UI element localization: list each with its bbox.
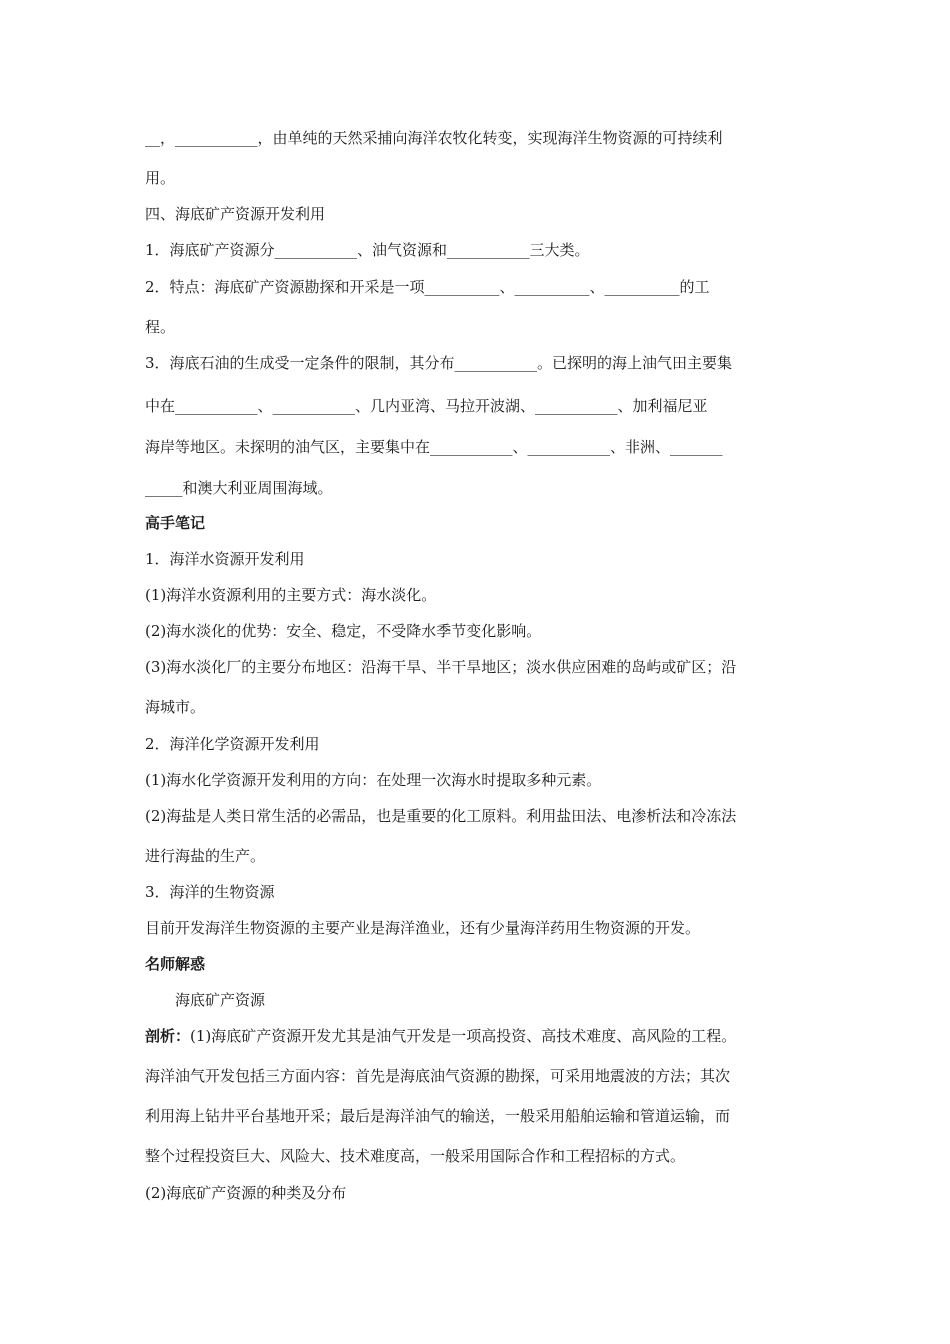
text-line: 3．海洋的生物资源: [145, 883, 275, 901]
text-line: 2．特点：海底矿产资源勘探和开采是一项__________、__________、__________的工: [145, 278, 710, 296]
text-line: 海岸等地区。未探明的油气区，主要集中在___________、___________、非洲、_______: [145, 438, 723, 456]
text-line: 海城市。: [145, 698, 206, 716]
explain-heading: 名师解惑: [145, 955, 206, 973]
text-line: (1)海水化学资源开发利用的方向：在处理一次海水时提取多种元素。: [145, 771, 602, 789]
text-line: 整个过程投资巨大、风险大、技术难度高，一般采用国际合作和工程招标的方式。: [145, 1147, 686, 1165]
text-line: 用。: [145, 169, 176, 187]
text-line: 2．海洋化学资源开发利用: [145, 735, 320, 753]
section-heading: 四、海底矿产资源开发利用: [145, 205, 326, 223]
text-line: 3．海底石油的生成受一定条件的限制，其分布___________。已探明的海上油气田主要集: [145, 354, 733, 372]
text-line: 1．海底矿产资源分___________、油气资源和___________三大类。: [145, 241, 590, 259]
analysis-text: (1)海底矿产资源开发尤其是油气开发是一项高投资、高技术难度、高风险的工程。: [190, 1027, 737, 1045]
text-line: __，___________，由单纯的天然采捕向海洋农牧化转变，实现海洋生物资源的可持续利: [145, 129, 723, 147]
text-line: (3)海水淡化厂的主要分布地区：沿海干旱、半干旱地区；淡水供应困难的岛屿或矿区；沿: [145, 658, 737, 676]
text-line: (2)海底矿产资源的种类及分布: [145, 1184, 347, 1202]
text-line: 中在___________、___________、几内亚湾、马拉开波湖、___________、加利福尼亚: [145, 397, 708, 415]
analysis-label: 剖析：: [145, 1027, 191, 1045]
text-line: 程。: [145, 318, 176, 336]
text-line: 海洋油气开发包括三方面内容：首先是海底油气资源的勘探，可采用地震波的方法；其次: [145, 1067, 731, 1085]
text-line: (1)海洋水资源利用的主要方式：海水淡化。: [145, 586, 437, 604]
text-line: _____和澳大利亚周围海域。: [145, 479, 333, 497]
text-line: 目前开发海洋生物资源的主要产业是海洋渔业，还有少量海洋药用生物资源的开发。: [145, 919, 701, 937]
analysis-line: [145, 1026, 807, 1046]
text-line: 利用海上钻井平台基地开采；最后是海洋油气的输送，一般采用船舶运输和管道运输，而: [145, 1107, 731, 1125]
text-line: (2)海盐是人类日常生活的必需品，也是重要的化工原料。利用盐田法、电渗析法和冷冻法: [145, 807, 737, 825]
text-line: (2)海水淡化的优势：安全、稳定，不受降水季节变化影响。: [145, 622, 542, 640]
text-line: 进行海盐的生产。: [145, 847, 266, 865]
topic-title: 海底矿产资源: [175, 991, 266, 1009]
notes-heading: 高手笔记: [145, 514, 206, 532]
text-line: 1．海洋水资源开发利用: [145, 550, 305, 568]
